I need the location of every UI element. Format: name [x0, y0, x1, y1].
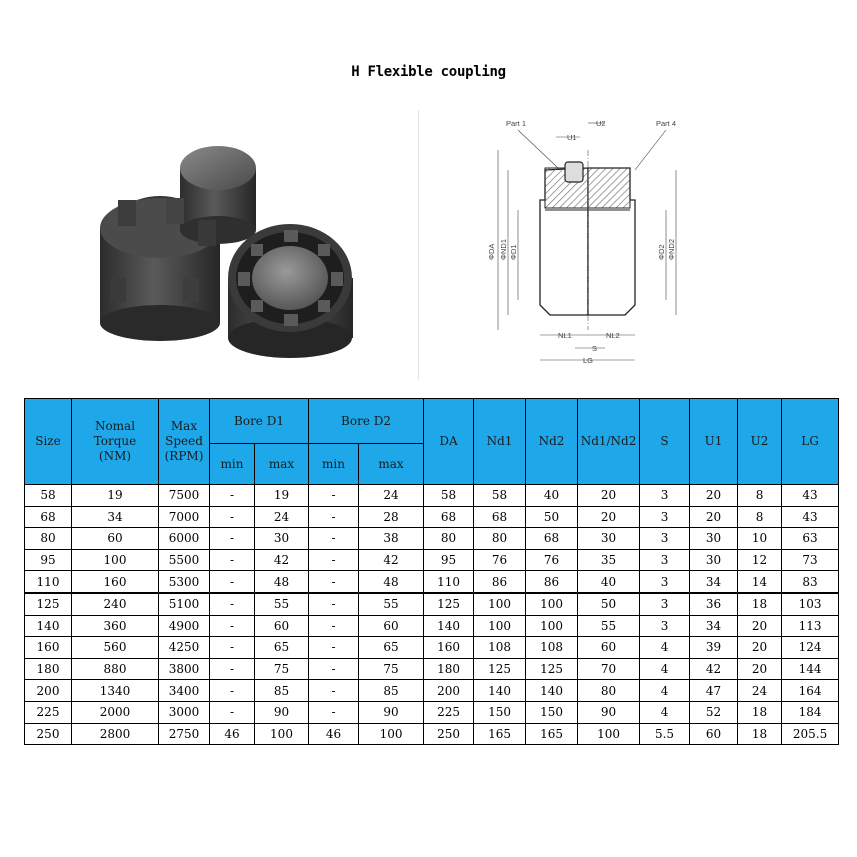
- table-cell: 43: [782, 506, 839, 528]
- label-part1: Part 1: [506, 119, 527, 128]
- table-cell: 55: [359, 593, 424, 615]
- table-row: [25, 680, 839, 702]
- table-cell: -: [210, 701, 255, 723]
- table-cell: -: [309, 485, 359, 507]
- spec-table: [24, 398, 839, 745]
- table-cell: 20: [738, 637, 782, 659]
- table-cell: 43: [782, 485, 839, 507]
- table-cell: 85: [255, 680, 309, 702]
- table-cell: 180: [424, 658, 474, 680]
- table-cell: 140: [474, 680, 526, 702]
- table-cell: 42: [359, 549, 424, 571]
- table-cell: 90: [359, 701, 424, 723]
- header-d1-max: max: [255, 444, 309, 485]
- table-cell: 40: [578, 571, 640, 593]
- label-u1: U1: [567, 133, 577, 142]
- table-cell: 4900: [159, 615, 210, 637]
- page-title: H Flexible coupling: [351, 64, 506, 80]
- table-cell: 14: [738, 571, 782, 593]
- table-cell: -: [210, 680, 255, 702]
- table-row: [25, 549, 839, 571]
- table-cell: 20: [738, 658, 782, 680]
- table-cell: 3400: [159, 680, 210, 702]
- table-cell: 86: [526, 571, 578, 593]
- table-cell: -: [210, 549, 255, 571]
- table-cell: 110: [25, 571, 72, 593]
- header-size: Size: [25, 399, 72, 485]
- table-cell: 3: [640, 571, 690, 593]
- table-cell: 63: [782, 528, 839, 550]
- table-cell: 5500: [159, 549, 210, 571]
- table-row: [25, 658, 839, 680]
- table-cell: 144: [782, 658, 839, 680]
- table-cell: 200: [424, 680, 474, 702]
- table-row: [25, 723, 839, 745]
- table-cell: 125: [424, 593, 474, 615]
- table-cell: -: [210, 506, 255, 528]
- table-cell: -: [210, 658, 255, 680]
- table-cell: 8: [738, 506, 782, 528]
- table-row: [25, 637, 839, 659]
- table-cell: 140: [526, 680, 578, 702]
- table-cell: 50: [578, 593, 640, 615]
- table-row: [25, 571, 839, 593]
- table-cell: 39: [690, 637, 738, 659]
- label-part4: Part 4: [656, 119, 677, 128]
- table-cell: 108: [474, 637, 526, 659]
- table-cell: 47: [690, 680, 738, 702]
- table-cell: 20: [578, 485, 640, 507]
- header-bore-d2: Bore D2: [309, 399, 424, 444]
- table-cell: 76: [526, 549, 578, 571]
- table-cell: 100: [474, 593, 526, 615]
- table-cell: 3: [640, 485, 690, 507]
- label-s: S: [592, 344, 598, 353]
- table-cell: -: [309, 571, 359, 593]
- table-cell: 164: [782, 680, 839, 702]
- header-nd1-nd2: Nd1/Nd2: [578, 399, 640, 485]
- table-cell: 55: [578, 615, 640, 637]
- label-d1: ΦD1: [509, 244, 518, 260]
- table-cell: -: [210, 593, 255, 615]
- table-cell: 150: [474, 701, 526, 723]
- table-cell: 75: [255, 658, 309, 680]
- label-nl1: NL1: [558, 331, 572, 340]
- table-cell: 65: [359, 637, 424, 659]
- table-cell: -: [309, 680, 359, 702]
- table-cell: 68: [25, 506, 72, 528]
- table-cell: 200: [25, 680, 72, 702]
- table-cell: 165: [526, 723, 578, 745]
- table-cell: 86: [474, 571, 526, 593]
- header-nd1: Nd1: [474, 399, 526, 485]
- header-d1-min: min: [210, 444, 255, 485]
- table-cell: 36: [690, 593, 738, 615]
- table-cell: 100: [359, 723, 424, 745]
- table-cell: 18: [738, 723, 782, 745]
- table-cell: 60: [690, 723, 738, 745]
- label-lg: LG: [583, 356, 594, 365]
- table-cell: 68: [474, 506, 526, 528]
- table-cell: 58: [474, 485, 526, 507]
- table-cell: 34: [72, 506, 159, 528]
- divider-line: [418, 110, 419, 380]
- table-cell: 165: [474, 723, 526, 745]
- table-cell: 100: [474, 615, 526, 637]
- table-cell: 125: [25, 593, 72, 615]
- table-cell: 205.5: [782, 723, 839, 745]
- table-cell: 30: [690, 528, 738, 550]
- table-cell: -: [309, 658, 359, 680]
- table-cell: 95: [25, 549, 72, 571]
- table-cell: 48: [255, 571, 309, 593]
- table-cell: 30: [255, 528, 309, 550]
- table-cell: -: [309, 506, 359, 528]
- table-cell: 2800: [72, 723, 159, 745]
- table-cell: 160: [72, 571, 159, 593]
- table-cell: 42: [690, 658, 738, 680]
- coupling-photo: [88, 128, 358, 358]
- table-cell: 34: [690, 571, 738, 593]
- table-cell: 58: [424, 485, 474, 507]
- table-cell: 80: [578, 680, 640, 702]
- table-cell: 100: [578, 723, 640, 745]
- table-cell: 4: [640, 658, 690, 680]
- table-cell: 3: [640, 549, 690, 571]
- table-cell: 124: [782, 637, 839, 659]
- table-cell: 880: [72, 658, 159, 680]
- table-cell: 19: [72, 485, 159, 507]
- table-cell: 58: [25, 485, 72, 507]
- table-cell: 34: [690, 615, 738, 637]
- table-cell: 42: [255, 549, 309, 571]
- table-cell: 40: [526, 485, 578, 507]
- table-row: [25, 485, 839, 507]
- table-cell: 250: [424, 723, 474, 745]
- table-cell: 125: [526, 658, 578, 680]
- table-cell: 110: [424, 571, 474, 593]
- table-cell: 225: [25, 701, 72, 723]
- table-cell: 140: [25, 615, 72, 637]
- table-cell: 68: [424, 506, 474, 528]
- table-cell: 80: [474, 528, 526, 550]
- table-cell: 103: [782, 593, 839, 615]
- table-cell: 2000: [72, 701, 159, 723]
- technical-drawing: [480, 110, 695, 370]
- table-cell: 52: [690, 701, 738, 723]
- table-cell: 48: [359, 571, 424, 593]
- label-nl2: NL2: [606, 331, 620, 340]
- table-cell: -: [309, 593, 359, 615]
- label-nd1: ΦND1: [499, 239, 508, 260]
- header-nd2: Nd2: [526, 399, 578, 485]
- table-cell: 75: [359, 658, 424, 680]
- table-cell: 3: [640, 615, 690, 637]
- table-cell: -: [309, 528, 359, 550]
- table-cell: 180: [25, 658, 72, 680]
- table-cell: 3: [640, 506, 690, 528]
- header-speed: Max Speed (RPM): [159, 399, 210, 485]
- table-cell: 160: [25, 637, 72, 659]
- table-cell: -: [210, 637, 255, 659]
- table-cell: 100: [526, 615, 578, 637]
- table-cell: 65: [255, 637, 309, 659]
- table-cell: 68: [526, 528, 578, 550]
- table-cell: 70: [578, 658, 640, 680]
- table-row: [25, 528, 839, 550]
- table-cell: 50: [526, 506, 578, 528]
- table-cell: 100: [72, 549, 159, 571]
- header-bore-d1: Bore D1: [210, 399, 309, 444]
- table-cell: 24: [738, 680, 782, 702]
- table-cell: 184: [782, 701, 839, 723]
- table-cell: 24: [359, 485, 424, 507]
- table-cell: 35: [578, 549, 640, 571]
- table-cell: 38: [359, 528, 424, 550]
- table-cell: -: [210, 528, 255, 550]
- header-lg: LG: [782, 399, 839, 485]
- table-cell: 3800: [159, 658, 210, 680]
- table-row: [25, 701, 839, 723]
- table-cell: 100: [255, 723, 309, 745]
- table-row: [25, 593, 839, 615]
- table-cell: -: [210, 485, 255, 507]
- header-da: DA: [424, 399, 474, 485]
- table-cell: 140: [424, 615, 474, 637]
- spec-table-body: [25, 485, 839, 745]
- table-cell: 7000: [159, 506, 210, 528]
- table-cell: 4: [640, 680, 690, 702]
- table-cell: 46: [309, 723, 359, 745]
- table-cell: 20: [578, 506, 640, 528]
- table-cell: -: [309, 549, 359, 571]
- table-cell: 5300: [159, 571, 210, 593]
- table-cell: 80: [25, 528, 72, 550]
- table-cell: 150: [526, 701, 578, 723]
- table-row: [25, 615, 839, 637]
- table-cell: 19: [255, 485, 309, 507]
- table-cell: -: [309, 637, 359, 659]
- table-cell: 20: [690, 506, 738, 528]
- table-cell: 76: [474, 549, 526, 571]
- table-cell: 60: [255, 615, 309, 637]
- table-cell: 18: [738, 593, 782, 615]
- table-cell: 60: [359, 615, 424, 637]
- table-cell: 240: [72, 593, 159, 615]
- table-cell: 90: [578, 701, 640, 723]
- table-cell: 80: [424, 528, 474, 550]
- table-cell: 125: [474, 658, 526, 680]
- table-cell: 90: [255, 701, 309, 723]
- table-cell: 360: [72, 615, 159, 637]
- table-cell: 95: [424, 549, 474, 571]
- header-u1: U1: [690, 399, 738, 485]
- table-cell: -: [309, 701, 359, 723]
- table-cell: 6000: [159, 528, 210, 550]
- header-u2: U2: [738, 399, 782, 485]
- table-cell: 2750: [159, 723, 210, 745]
- table-cell: 46: [210, 723, 255, 745]
- table-cell: 225: [424, 701, 474, 723]
- table-cell: 10: [738, 528, 782, 550]
- table-cell: -: [210, 615, 255, 637]
- table-cell: 108: [526, 637, 578, 659]
- table-cell: 60: [578, 637, 640, 659]
- table-cell: 560: [72, 637, 159, 659]
- table-cell: 160: [424, 637, 474, 659]
- table-cell: 7500: [159, 485, 210, 507]
- table-cell: 18: [738, 701, 782, 723]
- table-cell: 250: [25, 723, 72, 745]
- table-cell: -: [210, 571, 255, 593]
- table-cell: 4: [640, 637, 690, 659]
- table-cell: 8: [738, 485, 782, 507]
- header-d2-max: max: [359, 444, 424, 485]
- label-d2: ΦD2: [657, 244, 666, 260]
- table-cell: 12: [738, 549, 782, 571]
- label-nd2: ΦND2: [667, 239, 676, 260]
- table-cell: 85: [359, 680, 424, 702]
- header-d2-min: min: [309, 444, 359, 485]
- table-cell: -: [309, 615, 359, 637]
- label-da: ΦDA: [487, 243, 496, 260]
- table-cell: 20: [690, 485, 738, 507]
- table-cell: 113: [782, 615, 839, 637]
- header-s: S: [640, 399, 690, 485]
- table-cell: 3: [640, 593, 690, 615]
- table-cell: 60: [72, 528, 159, 550]
- table-cell: 28: [359, 506, 424, 528]
- table-cell: 4: [640, 701, 690, 723]
- table-cell: 24: [255, 506, 309, 528]
- table-cell: 73: [782, 549, 839, 571]
- table-cell: 30: [690, 549, 738, 571]
- table-cell: 20: [738, 615, 782, 637]
- table-cell: 3: [640, 528, 690, 550]
- table-cell: 5100: [159, 593, 210, 615]
- table-cell: 83: [782, 571, 839, 593]
- label-u2: U2: [596, 119, 606, 128]
- header-torque: Nomal Torque (NM): [72, 399, 159, 485]
- table-cell: 5.5: [640, 723, 690, 745]
- table-cell: 3000: [159, 701, 210, 723]
- table-cell: 100: [526, 593, 578, 615]
- table-cell: 55: [255, 593, 309, 615]
- table-row: [25, 506, 839, 528]
- table-cell: 30: [578, 528, 640, 550]
- table-cell: 4250: [159, 637, 210, 659]
- table-cell: 1340: [72, 680, 159, 702]
